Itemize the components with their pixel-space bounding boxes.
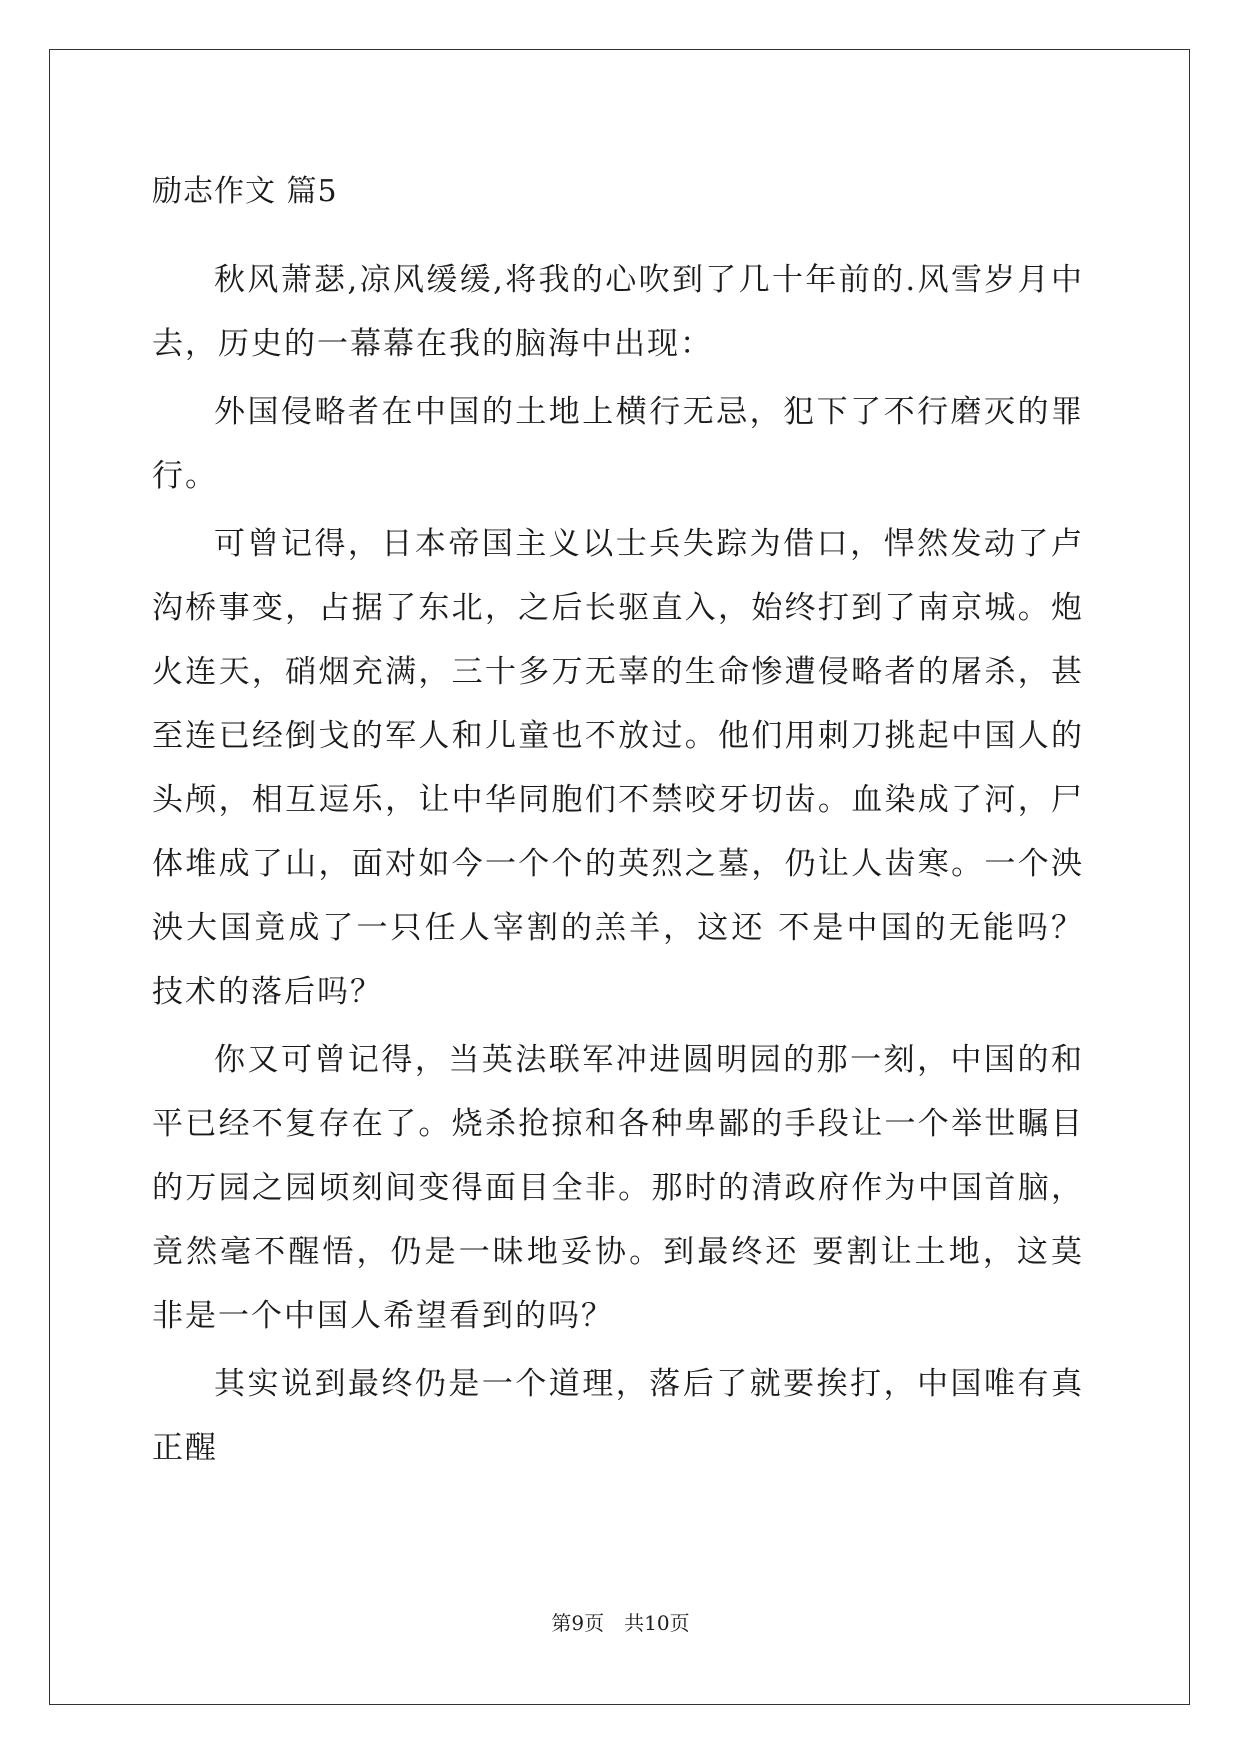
page-number: 第9页 (551, 1611, 605, 1635)
document-body (152, 160, 1084, 1480)
paragraph-2: 外国侵略者在中国的土地上横行无忌，犯下了不行磨灭的罪行。 (152, 394, 1084, 494)
paragraph-1: 秋风萧瑟,凉风缓缓,将我的心吹到了几十年前的.风雪岁月中去，历史的一幕幕在我的脑海中出现： (152, 262, 1084, 362)
paragraph-5: 其实说到最终仍是一个道理，落后了就要挨打，中国唯有真正醒 (152, 1366, 1084, 1466)
page-footer (0, 1608, 1241, 1638)
paragraph-4: 你又可曾记得，当英法联军冲进圆明园的那一刻，中国的和平已经不复存在了。烧杀抢掠和各种卑鄙的手段让一个举世瞩目的万园之园顷刻间变得面目全非。那时的清政府作为中国首脑，竟然毫不醒悟，仍是一昧地妥协。到最终还 要割让土地，这莫非是一个中国人希望看到的吗？ (152, 1042, 1084, 1334)
total-pages: 共10页 (624, 1611, 690, 1635)
paragraph-3: 可曾记得，日本帝国主义以士兵失踪为借口，悍然发动了卢沟桥事变，占据了东北，之后长驱直入，始终打到了南京城。炮火连天，硝烟充满，三十多万无辜的生命惨遭侵略者的屠杀，甚至连已经倒戈的军人和儿童也不放过。他们用刺刀挑起中国人的头颅，相互逗乐，让中华同胞们不禁咬牙切齿。血染成了河，尸体堆成了山，面对如今一个个的英烈之墓，仍让人齿寒。一个泱泱大国竟成了一只任人宰割的羔羊，这还 不是中国的无能吗？技术的落后吗？ (152, 526, 1084, 1010)
document-title: 励志作文 篇5 (152, 174, 338, 209)
